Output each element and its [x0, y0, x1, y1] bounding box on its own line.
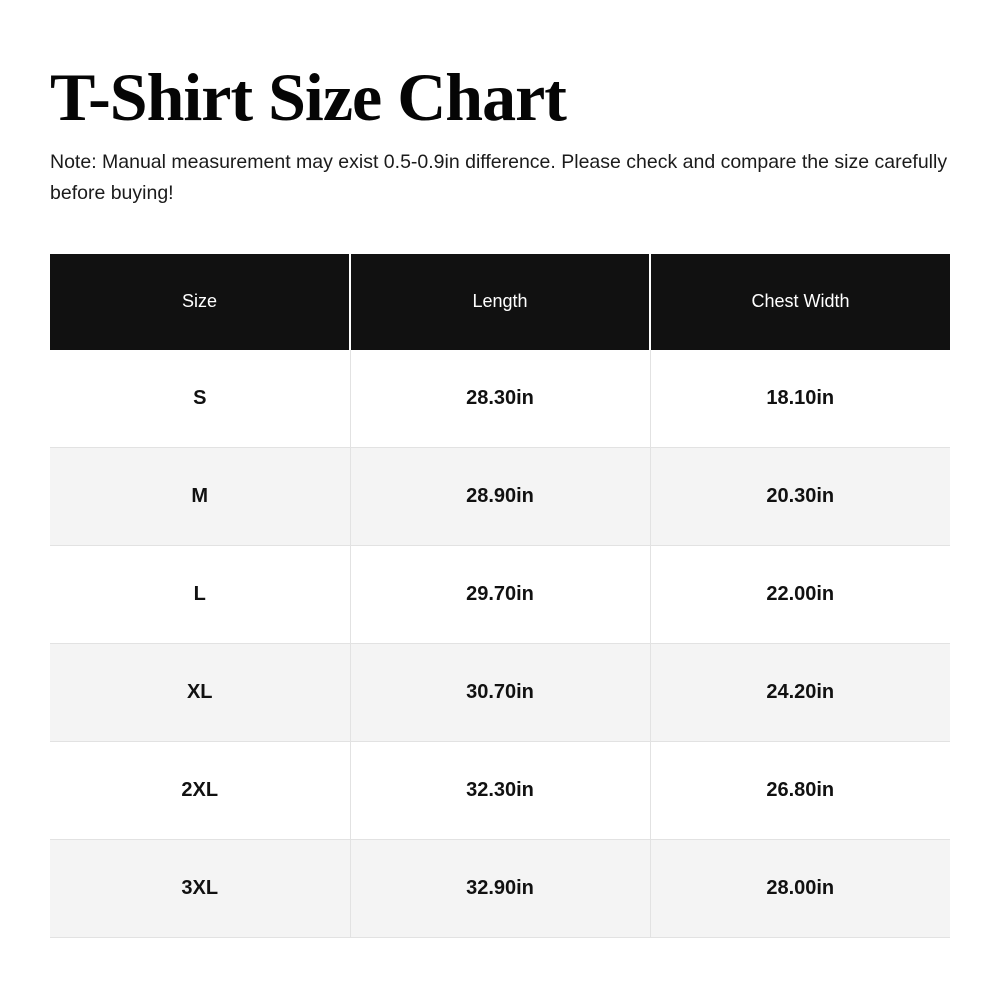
- cell-length: 29.70in: [350, 545, 650, 643]
- cell-size: 3XL: [50, 839, 350, 937]
- size-chart-table: [50, 254, 950, 938]
- table-body: [50, 350, 950, 938]
- cell-chest-width: 24.20in: [650, 643, 950, 741]
- cell-length: 32.30in: [350, 741, 650, 839]
- cell-chest-width: 20.30in: [650, 447, 950, 545]
- cell-size: XL: [50, 643, 350, 741]
- cell-chest-width: 26.80in: [650, 741, 950, 839]
- cell-length: 28.90in: [350, 447, 650, 545]
- table-header: [50, 254, 950, 350]
- table-row: [50, 350, 950, 448]
- table-row: [50, 643, 950, 741]
- cell-chest-width: 18.10in: [650, 350, 950, 448]
- cell-chest-width: 22.00in: [650, 545, 950, 643]
- table-row: [50, 741, 950, 839]
- column-header-chest-width: Chest Width: [650, 254, 950, 350]
- cell-size: M: [50, 447, 350, 545]
- table-row: [50, 447, 950, 545]
- table-header-row: [50, 254, 950, 350]
- cell-length: 30.70in: [350, 643, 650, 741]
- cell-size: 2XL: [50, 741, 350, 839]
- column-header-length: Length: [350, 254, 650, 350]
- table-row: [50, 545, 950, 643]
- cell-size: S: [50, 350, 350, 448]
- size-chart-table-wrapper: [50, 254, 950, 938]
- page-title: T-Shirt Size Chart: [50, 59, 566, 135]
- column-header-size: Size: [50, 254, 350, 350]
- table-row: [50, 839, 950, 937]
- measurement-note: Note: Manual measurement may exist 0.5-0.9in difference. Please check and compare the size carefully before buying!: [50, 151, 948, 204]
- cell-length: 28.30in: [350, 350, 650, 448]
- cell-length: 32.90in: [350, 839, 650, 937]
- cell-size: L: [50, 545, 350, 643]
- cell-chest-width: 28.00in: [650, 839, 950, 937]
